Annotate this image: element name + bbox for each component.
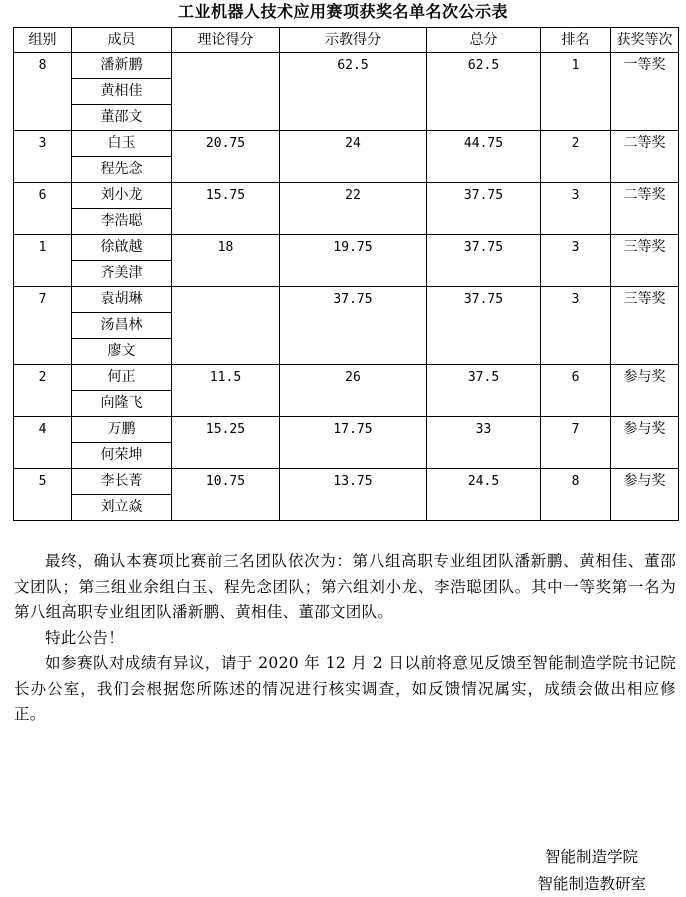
award-cell: 二等奖 <box>611 131 679 183</box>
member-name: 何正 <box>72 365 172 391</box>
rank-cell: 3 <box>541 183 611 235</box>
member-name: 潘新鹏 <box>72 53 172 79</box>
rank-cell: 3 <box>541 235 611 287</box>
member-name: 李浩聪 <box>72 209 172 235</box>
member-name: 徐啟越 <box>72 235 172 261</box>
header-teach-score: 示教得分 <box>280 28 427 53</box>
award-cell: 三等奖 <box>611 235 679 287</box>
header-rank: 排名 <box>541 28 611 53</box>
member-name: 董邵文 <box>72 105 172 131</box>
rank-cell: 6 <box>541 365 611 417</box>
theory-score-cell <box>172 53 280 131</box>
table-row <box>14 365 679 391</box>
member-name: 向隆飞 <box>72 391 172 417</box>
group-cell: 4 <box>14 417 72 469</box>
award-cell: 二等奖 <box>611 183 679 235</box>
group-cell: 8 <box>14 53 72 131</box>
rank-cell: 1 <box>541 53 611 131</box>
header-award: 获奖等次 <box>611 28 679 53</box>
member-name: 齐美津 <box>72 261 172 287</box>
header-total-score: 总分 <box>427 28 541 53</box>
theory-score-cell: 20.75 <box>172 131 280 183</box>
results-table <box>13 27 679 521</box>
header-group: 组别 <box>14 28 72 53</box>
header-theory-score: 理论得分 <box>172 28 280 53</box>
teach-score-cell: 19.75 <box>280 235 427 287</box>
signature-college: 智能制造学院 <box>544 848 638 866</box>
group-cell: 2 <box>14 365 72 417</box>
award-cell: 一等奖 <box>611 53 679 131</box>
total-score-cell: 37.75 <box>427 287 541 365</box>
member-name: 袁胡琳 <box>72 287 172 313</box>
group-cell: 3 <box>14 131 72 183</box>
theory-score-cell <box>172 287 280 365</box>
teach-score-cell: 24 <box>280 131 427 183</box>
table-body <box>14 53 679 521</box>
member-name: 刘立焱 <box>72 495 172 521</box>
signature-office: 智能制造教研室 <box>537 875 646 893</box>
total-score-cell: 37.75 <box>427 235 541 287</box>
header-members: 成员 <box>72 28 172 53</box>
total-score-cell: 37.75 <box>427 183 541 235</box>
table-row <box>14 287 679 313</box>
table-row <box>14 131 679 157</box>
header-row <box>14 28 679 53</box>
member-name: 程先念 <box>72 157 172 183</box>
rank-cell: 3 <box>541 287 611 365</box>
total-score-cell: 62.5 <box>427 53 541 131</box>
member-name: 黄相佳 <box>72 79 172 105</box>
notice-paragraph-announce: 特此公告！ <box>45 628 125 647</box>
group-cell: 5 <box>14 469 72 521</box>
member-name: 何荣坤 <box>72 443 172 469</box>
theory-score-cell: 18 <box>172 235 280 287</box>
notice-paragraph-appeal: 如参赛队对成绩有异议，请于 2020 年 12 月 2 日以前将意见反馈至智能制造学院书记院长办公室，我们会根据您所陈述的情况进行核实调查，如反馈情况属实，成绩会做出相应修正。 <box>14 654 676 723</box>
member-name: 李长菁 <box>72 469 172 495</box>
member-name: 万鹏 <box>72 417 172 443</box>
teach-score-cell: 13.75 <box>280 469 427 521</box>
total-score-cell: 24.5 <box>427 469 541 521</box>
member-name: 白玉 <box>72 131 172 157</box>
teach-score-cell: 37.75 <box>280 287 427 365</box>
award-cell: 三等奖 <box>611 287 679 365</box>
total-score-cell: 33 <box>427 417 541 469</box>
group-cell: 7 <box>14 287 72 365</box>
group-cell: 6 <box>14 183 72 235</box>
table-row <box>14 53 679 79</box>
table-row <box>14 183 679 209</box>
award-cell: 参与奖 <box>611 469 679 521</box>
teach-score-cell: 62.5 <box>280 53 427 131</box>
member-name: 廖文 <box>72 339 172 365</box>
theory-score-cell: 15.25 <box>172 417 280 469</box>
teach-score-cell: 22 <box>280 183 427 235</box>
award-cell: 参与奖 <box>611 365 679 417</box>
table-row <box>14 469 679 495</box>
table-row <box>14 235 679 261</box>
teach-score-cell: 26 <box>280 365 427 417</box>
rank-cell: 2 <box>541 131 611 183</box>
rank-cell: 8 <box>541 469 611 521</box>
theory-score-cell: 11.5 <box>172 365 280 417</box>
total-score-cell: 44.75 <box>427 131 541 183</box>
award-cell: 参与奖 <box>611 417 679 469</box>
notice-text <box>14 549 676 728</box>
rank-cell: 7 <box>541 417 611 469</box>
total-score-cell: 37.5 <box>427 365 541 417</box>
table-row <box>14 417 679 443</box>
member-name: 刘小龙 <box>72 183 172 209</box>
member-name: 汤昌林 <box>72 313 172 339</box>
theory-score-cell: 10.75 <box>172 469 280 521</box>
theory-score-cell: 15.75 <box>172 183 280 235</box>
notice-paragraph-result: 最终，确认本赛项比赛前三名团队依次为：第八组高职专业组团队潘新鹏、黄相佳、董邵文团队；第三组业余组白玉、程先念团队；第六组刘小龙、李浩聪团队。其中一等奖第一名为第八组高职专业组团队潘新鹏、黄相佳、董邵文团队。 <box>14 552 676 621</box>
group-cell: 1 <box>14 235 72 287</box>
page-title: 工业机器人技术应用赛项获奖名单名次公示表 <box>177 2 508 21</box>
teach-score-cell: 17.75 <box>280 417 427 469</box>
